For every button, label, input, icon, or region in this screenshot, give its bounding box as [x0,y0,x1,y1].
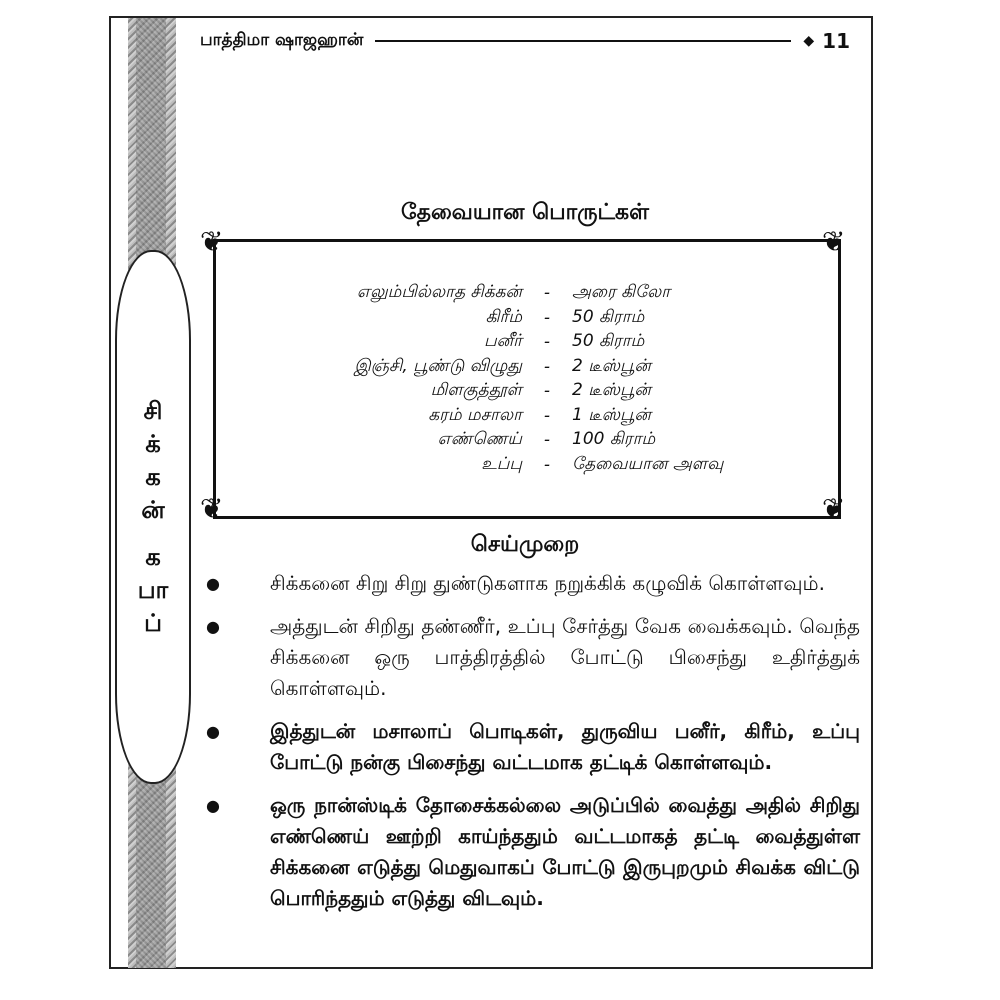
ingredient-dash: - [543,356,551,377]
bullet-icon: ● [206,617,220,636]
page-number: 11 [822,29,850,53]
ingredient-dash: - [543,381,551,402]
ornament-corner-icon: ❦ [822,225,846,258]
step-text: அத்துடன் சிறிது தண்ணீர், உப்பு சேர்த்து வேக வைக்கவும். வெந்த சிக்கனை ஒரு பாத்திரத்தில் போட்டு பிசைந்து உதிர்த்துக் கொள்ளவும். [270,614,860,700]
ingredient-quantity: 1 டீஸ்பூன் [572,404,651,425]
ornament-corner-icon: ❦ [200,492,224,525]
ingredient-dash: - [543,454,551,475]
recipe-title-char: பா [137,575,169,604]
recipe-title-char: சி [143,396,163,425]
method-steps [200,568,860,926]
ingredient-quantity: 50 கிராம் [572,331,645,352]
page-header [200,26,850,56]
bullet-icon: ● [206,722,220,741]
ornament-corner-icon: ❦ [822,492,846,525]
ingredient-dash: - [543,430,551,451]
ingredient-dash: - [543,283,551,304]
recipe-title-char: ப் [144,608,162,637]
ingredient-row [230,379,830,404]
recipe-title-char: க [145,542,161,571]
method-step [200,790,860,914]
ornament-corner-icon: ❦ [200,225,224,258]
ingredient-quantity: 2 டீஸ்பூன் [572,355,651,376]
ingredient-dash: - [543,332,551,353]
recipe-title-char: க [145,462,161,491]
ingredient-name: உப்பு [481,453,522,474]
ingredient-quantity: 2 டீஸ்பூன் [572,380,651,401]
author-name: பாத்திமா ஷாஜஹான் [200,30,364,50]
ingredient-row [230,281,830,306]
step-text: இத்துடன் மசாலாப் பொடிகள், துருவிய பனீர், கிரீம், உப்பு போட்டு நன்கு பிசைந்து வட்டமாக தட்டிக் கொள்ளவும். [270,719,860,774]
step-text: ஒரு நான்ஸ்டிக் தோசைக்கல்லை அடுப்பில் வைத்து அதில் சிறிது எண்ணெய் ஊற்றி காய்ந்ததும் வட்டமாகத் தட்டி வைத்துள்ள சிக்கனை எடுத்து மெதுவாகப் போட்டு இருபுறமும் சிவக்க விட்டு பொரிந்ததும் எடுத்து விடவும். [270,793,860,910]
recipe-title-char: ன் [141,495,165,524]
bullet-icon: ● [206,574,220,593]
ingredient-row [230,453,830,478]
ingredient-quantity: அரை கிலோ [572,282,671,303]
method-step [200,568,860,599]
bullet-icon: ● [206,796,220,815]
ingredients-list [230,281,830,477]
ingredient-name: எலும்பில்லாத சிக்கன் [356,282,522,303]
ingredient-row [230,306,830,331]
ingredient-row [230,355,830,380]
method-step [200,716,860,778]
ingredient-dash: - [543,405,551,426]
header-rule [375,40,791,42]
method-heading: செய்முறை [470,532,580,557]
recipe-title-oval [115,250,191,784]
ingredient-name: கரம் மசாலா [428,404,522,425]
ingredient-name: பனீர் [483,331,522,352]
ingredients-heading: தேவையான பொருட்கள் [401,200,649,225]
ingredient-quantity: 100 கிராம் [572,429,656,450]
ingredient-row [230,404,830,429]
step-text: சிக்கனை சிறு சிறு துண்டுகளாக நறுக்கிக் கழுவிக் கொள்ளவும். [270,571,825,595]
recipe-title-char: க் [145,429,161,458]
ingredient-dash: - [543,307,551,328]
ingredient-name: மிளகுத்தூள் [430,380,522,401]
ingredient-row [230,330,830,355]
ingredient-row [230,428,830,453]
ingredient-quantity: 50 கிராம் [572,306,645,327]
ingredient-quantity: தேவையான அளவு [572,453,724,474]
diamond-icon: ◆ [803,33,815,49]
ingredient-name: எண்ணெய் [437,429,522,450]
ingredient-name: இஞ்சி, பூண்டு விழுது [354,355,522,376]
ingredient-name: கிரீம் [485,306,522,327]
method-step [200,611,860,704]
